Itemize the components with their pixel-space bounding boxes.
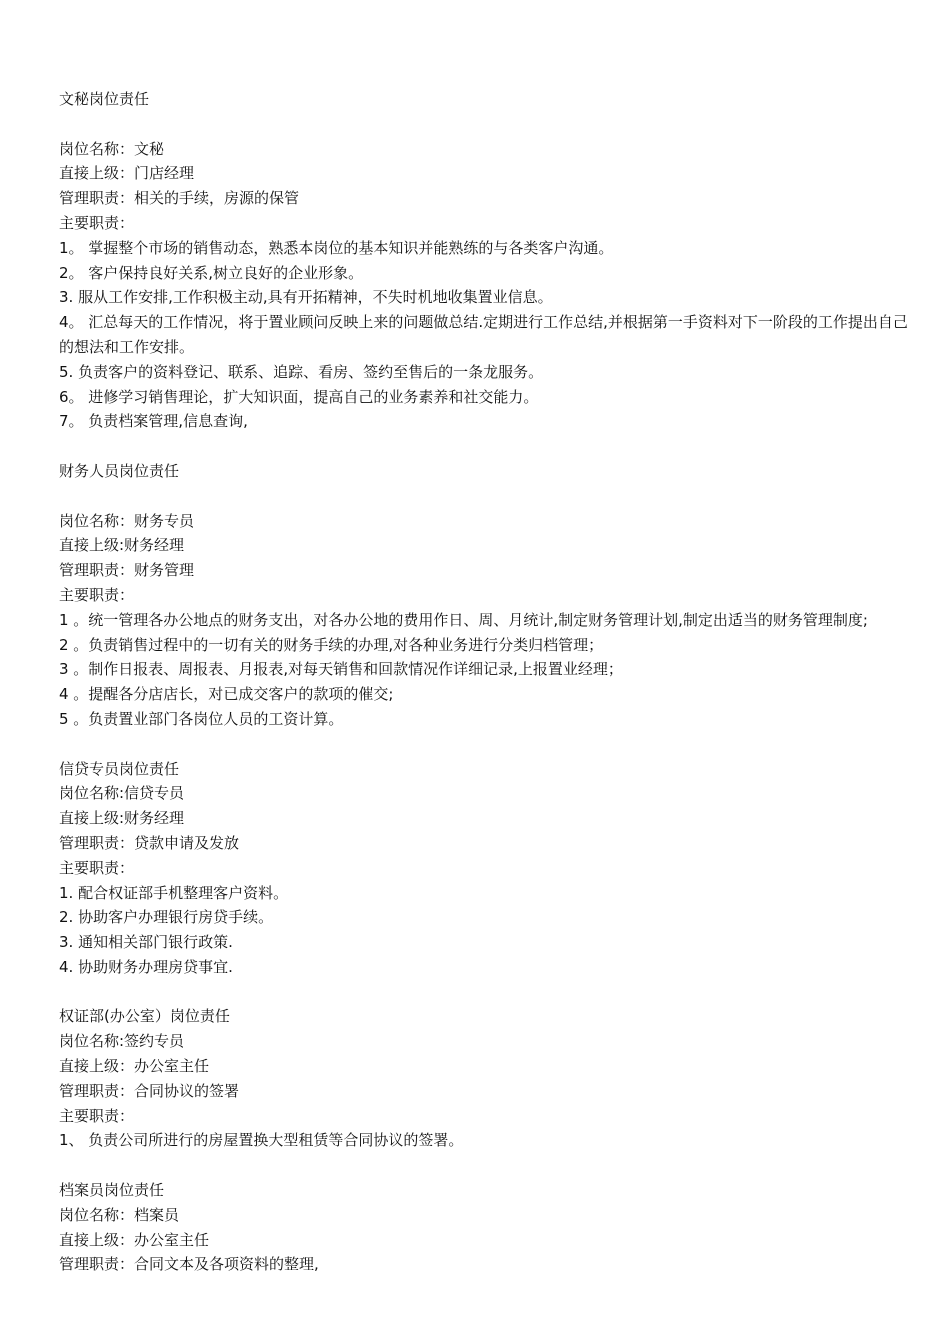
section-title: 文秘岗位责任	[59, 90, 150, 108]
duty-item: 3. 通知相关部门银行政策.	[59, 933, 233, 952]
management-duty: 管理职责：相关的手续，房源的保管	[59, 189, 300, 208]
duties-label: 主要职责：	[59, 1106, 135, 1125]
duty-item: 3 。制作日报表、周报表、月报表,对每天销售和回款情况作详细记录,上报置业经理；	[59, 660, 623, 679]
duties-label: 主要职责：	[59, 213, 135, 232]
duty-item: 6。 进修学习销售理论，扩大知识面，提高自己的业务素养和社交能力。	[59, 387, 539, 406]
direct-superior: 直接上级：门店经理	[59, 164, 195, 183]
section-title: 档案员岗位责任	[59, 1181, 165, 1200]
position-name: 岗位名称:信贷专员	[59, 784, 185, 803]
section-title: 权证部(办公室）岗位责任	[59, 1007, 230, 1026]
duty-item: 7。 负责档案管理,信息查询,	[59, 412, 248, 431]
direct-superior: 直接上级:财务经理	[59, 536, 185, 555]
management-duty: 管理职责：合同文本及各项资料的整理,	[59, 1255, 319, 1274]
duty-item: 2. 协助客户办理银行房贷手续。	[59, 908, 274, 927]
duty-item: 5 。负责置业部门各岗位人员的工资计算。	[59, 709, 344, 728]
duty-item: 4 。提醒各分店店长，对已成交客户的款项的催交;	[59, 685, 394, 704]
management-duty: 管理职责：财务管理	[59, 561, 195, 580]
management-duty: 管理职责：合同协议的签署	[59, 1081, 240, 1100]
position-name: 岗位名称：文秘	[59, 139, 165, 158]
job-section	[59, 1004, 909, 1153]
section-title: 信贷专员岗位责任	[59, 759, 180, 778]
position-name: 岗位名称：财务专员	[59, 511, 195, 530]
section-title: 财务人员岗位责任	[59, 461, 180, 480]
management-duty: 管理职责：贷款申请及发放	[59, 833, 240, 852]
document-page	[59, 87, 909, 1302]
duty-item: 1。 掌握整个市场的销售动态，熟悉本岗位的基本知识并能熟练的与各类客户沟通。	[59, 238, 614, 257]
job-section	[59, 459, 909, 732]
position-name: 岗位名称：档案员	[59, 1205, 180, 1224]
job-section	[59, 1178, 909, 1277]
duty-item: 2。 客户保持良好关系,树立良好的企业形象。	[59, 263, 364, 282]
duty-item: 5. 负责客户的资料登记、联系、追踪、看房、签约至售后的一条龙服务。	[59, 362, 544, 381]
job-section	[59, 87, 909, 434]
duty-item: 3. 服从工作安排,工作积极主动,具有开拓精神，不失时机地收集置业信息。	[59, 288, 553, 307]
duty-item: 1. 配合权证部手机整理客户资料。	[59, 883, 289, 902]
duties-label: 主要职责：	[59, 585, 135, 604]
direct-superior: 直接上级:财务经理	[59, 809, 185, 828]
duty-item: 2 。负责销售过程中的一切有关的财务手续的办理,对各种业务进行分类归档管理；	[59, 635, 604, 654]
direct-superior: 直接上级：办公室主任	[59, 1230, 210, 1249]
duties-label: 主要职责：	[59, 858, 135, 877]
duty-item: 1 。统一管理各办公地点的财务支出，对各办公地的费用作日、周、月统计,制定财务管理计划,制定出适当的财务管理制度;	[59, 610, 868, 629]
job-section	[59, 757, 909, 980]
duty-item: 1、 负责公司所进行的房屋置换大型租赁等合同协议的签署。	[59, 1131, 464, 1150]
direct-superior: 直接上级：办公室主任	[59, 1057, 210, 1076]
duty-item: 4. 协助财务办理房贷事宜.	[59, 957, 233, 976]
position-name: 岗位名称:签约专员	[59, 1032, 185, 1051]
duty-item: 4。 汇总每天的工作情况，将于置业顾问反映上来的问题做总结.定期进行工作总结,并根据第一手资料对下一阶段的工作提出自己的想法和工作安排。	[59, 313, 908, 356]
